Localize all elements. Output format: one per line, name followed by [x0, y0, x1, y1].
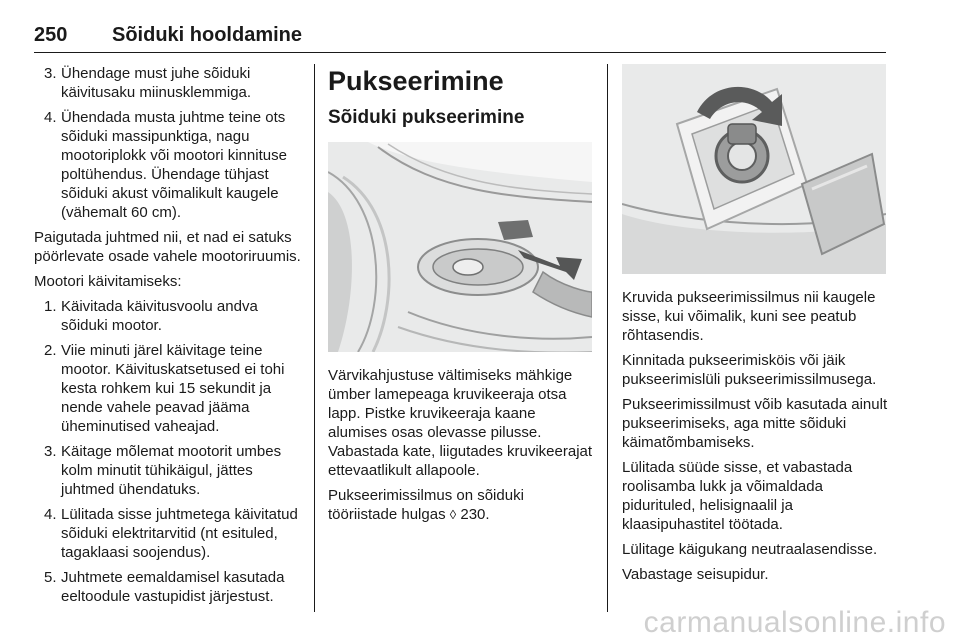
paragraph: Kruvida pukseerimissilmus nii kaugele sisse, kui võimalik, kuni see peatub rõhtasendis.: [622, 289, 876, 344]
page-number: 250: [34, 24, 68, 46]
paragraph: Lülitage käigukang neutraalasendisse.: [622, 541, 878, 558]
list-item: 2. Viie minuti järel käivitage teine mootor. Käivituskatsetused ei tohi kesta rohkem kui 15 sekundit ja nende vahele peavad jääma üheminutised vaheajad.: [44, 342, 285, 435]
paragraph: Lülitada süüde sisse, et vabastada roolisamba lukk ja võimaldada pidurituled, helisignaalil ja klaasipuhastitel töötada.: [622, 459, 853, 533]
column-middle: [328, 64, 596, 530]
column-divider-right: [607, 64, 608, 612]
paragraph: Värvikahjustuse vältimiseks mähkige ümber lamepeaga kruvikeeraja otsa lapp. Pistke kruvikeeraja kaane alumises osas olevasse pilusse. Vabastada kate, liigutades kruvikeerajat ettevaatlikult allapoole.: [328, 367, 593, 479]
jump-start-steps-list: [34, 64, 302, 222]
page-header: [34, 22, 886, 53]
page-reference-icon: ◊: [449, 507, 457, 522]
paragraph: Kinnitada pukseerimisköis või jäik pukseerimislüli pukseerimissilmusega.: [622, 352, 877, 388]
list-item: 1. Käivitada käivitusvoolu andva sõiduki mootor.: [44, 298, 258, 334]
paragraph: Pukseerimissilmus on sõiduki tööriistade hulgas ◊ 230.: [328, 487, 524, 523]
column-divider-left: [314, 64, 315, 612]
list-item: 4. Lülitada sisse juhtmetega käivitatud sõiduki elektritarvitid (nt esituled, tagaklaasi soojendus).: [44, 506, 298, 561]
section-heading: Pukseerimine: [328, 66, 504, 96]
column-left: [34, 64, 302, 612]
car-front-bumper-illustration: [328, 142, 592, 352]
paragraph: Pukseerimissilmust võib kasutada ainult pukseerimiseks, aga mitte sõiduki käimatõmbamiseks.: [622, 396, 888, 451]
section-title: Sõiduki hooldamine: [112, 24, 303, 46]
subsection-heading: Sõiduki pukseerimine: [328, 107, 525, 128]
paragraph: Vabastage seisupidur.: [622, 566, 769, 583]
paragraph: Mootori käivitamiseks:: [34, 273, 182, 290]
engine-start-steps-list: [34, 297, 302, 606]
paragraph: Paigutada juhtmed nii, et nad ei satuks pöörlevate osade vahele mootoriruumis.: [34, 229, 301, 265]
list-item: 4. Ühendada musta juhtme teine ots sõiduki massipunktiga, nagu mootoriplokk või mootori kinnituse poltühendus. Ühendage tühjast sõiduki akust võimalikult kaugele (vähemalt 60 cm).: [44, 109, 287, 221]
column-right: [622, 64, 888, 590]
tow-eye-illustration: [622, 64, 886, 274]
list-item: 5. Juhtmete eemaldamisel kasutada eeltoodule vastupidist järjestust.: [44, 569, 285, 605]
list-item: 3. Ühendage must juhe sõiduki käivitusaku miinusklemmiga.: [44, 65, 252, 101]
list-item: 3. Käitage mõlemat mootorit umbes kolm minutit tühikäigul, jättes juhtmed ühendatuks.: [44, 443, 282, 498]
watermark-text: carmanualsonline.info: [643, 606, 946, 639]
page-reference-link[interactable]: 230.: [460, 506, 490, 523]
